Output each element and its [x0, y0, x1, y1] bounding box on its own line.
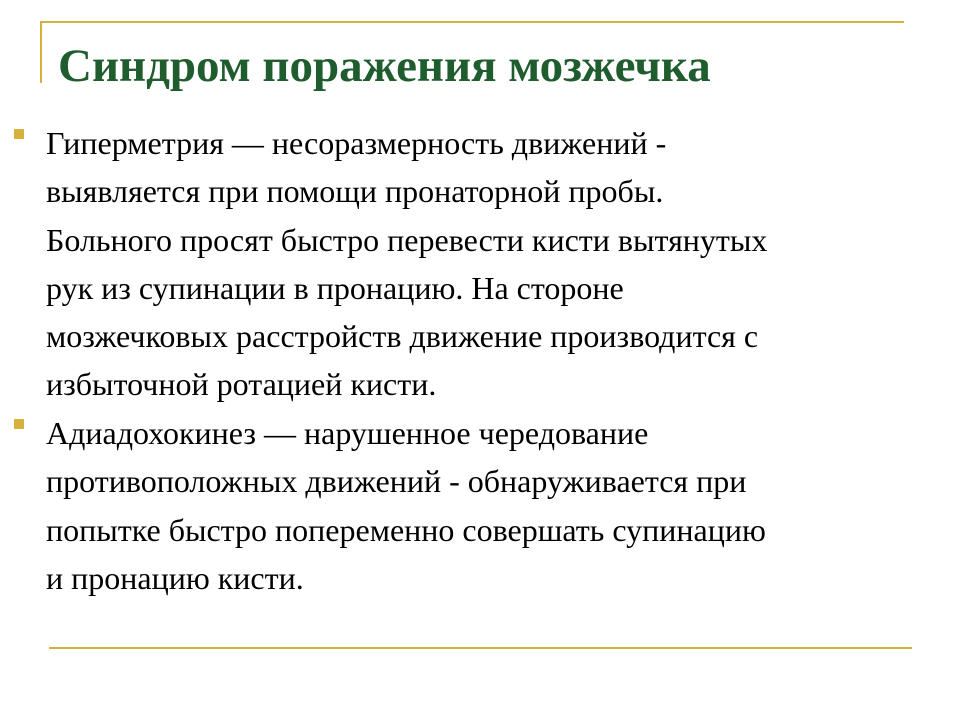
bullet-line: попытке быстро попеременно совершать супинацию	[46, 511, 766, 548]
bullet-line: избыточной ротацией кисти.	[46, 366, 437, 403]
square-bullet-icon	[14, 419, 24, 429]
bullet-line: Больного просят быстро перевести кисти вытянутых	[46, 221, 768, 258]
bullet-item-hypermetria	[46, 119, 954, 409]
bullet-line: Гиперметрия — несоразмерность движений -	[46, 125, 667, 161]
square-bullet-icon	[14, 129, 24, 139]
bullet-text	[46, 409, 954, 602]
bullet-text	[46, 119, 954, 409]
bullet-line: рук из супинации в пронацию. На стороне	[46, 269, 624, 306]
bullet-line: Адиадохокинез — нарушенное чередование	[46, 415, 649, 451]
bullet-line: и пронацию кисти.	[46, 559, 304, 596]
slide-title: Синдром поражения мозжечка	[58, 40, 711, 92]
bullet-item-adiadochokinesis	[46, 409, 954, 602]
bullet-line: выявляется при помощи пронаторной пробы.	[46, 173, 664, 210]
bullet-line: мозжечковых расстройств движение производится с	[46, 318, 759, 355]
bullet-line: противоположных движений - обнаруживается при	[46, 463, 747, 500]
